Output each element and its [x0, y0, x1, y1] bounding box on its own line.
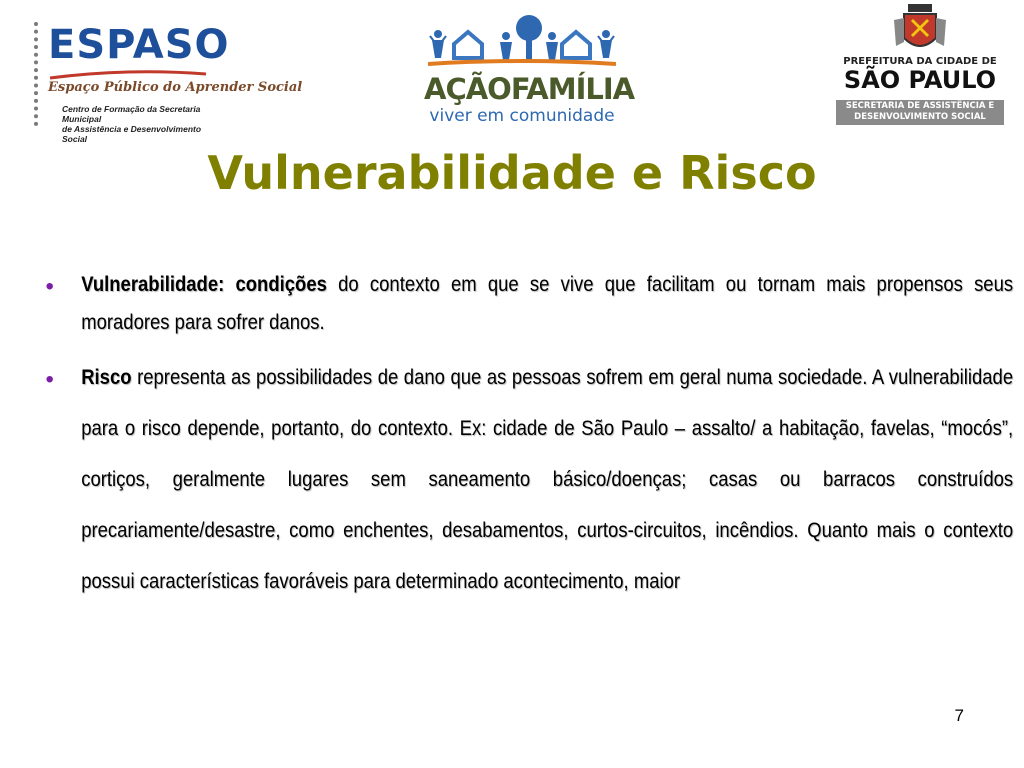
logo-divider [34, 22, 42, 126]
prefeitura-sp-logo [832, 2, 1008, 126]
espaso-logo [34, 18, 303, 144]
bullet-risco [46, 352, 1013, 607]
sao-paulo-label: SÃO PAULO [843, 66, 997, 94]
family-houses-icon [428, 14, 616, 74]
bullet-text: representa as possibilidades de dano que as pessoas sofrem em geral numa sociedade. A vulnerabilidade para o risco depende, portanto, do contexto. Ex: cidade de São Paulo – assalto/ a habitação, favelas, “mocós”, cortiços, geralmente lugares sem saneamento básico/doenças; casas ou barracos construídos precariamente/desastre, como enchentes, desabamentos, curtos-circuitos, incêndios. Quanto mais o contexto possui características favoráveis para determinado acontecimento, maior [81, 366, 1014, 593]
espaso-subtitle-line1: Centro de Formação da Secretaria Municipal [62, 104, 201, 124]
bullet-term: Risco [81, 366, 132, 389]
espaso-subtitle [62, 104, 214, 144]
bullet-dot-icon: • [45, 273, 54, 300]
espaso-wordmark: ESPASO [48, 22, 230, 68]
acao-familia-tagline: viver em comunidade [429, 106, 615, 126]
espaso-tagline: Espaço Público do Aprender Social [48, 80, 303, 95]
secretaria-box [836, 100, 1004, 125]
bullet-text: do contexto em que se vive que facilitam ou tornam mais propensos seus moradores para sofrer danos. [81, 273, 1014, 334]
city-crest-icon [890, 2, 950, 56]
bullet-term: Vulnerabilidade: condições [81, 273, 327, 296]
prefeitura-label: PREFEITURA DA CIDADE DE [843, 56, 997, 67]
acao-familia-wordmark: AÇÃOFAMÍLIA [424, 72, 635, 106]
espaso-subtitle-line2: de Assistência e Desenvolvimento Social [62, 124, 202, 144]
slide-title: Vulnerabilidade e Risco [207, 146, 817, 200]
secretaria-line1: SECRETARIA DE ASSISTÊNCIA E [845, 101, 995, 111]
acao-familia-logo [424, 14, 635, 126]
bullet-vulnerabilidade [46, 266, 1013, 342]
bullet-dot-icon: • [45, 366, 54, 393]
slide-content [45, 266, 1014, 607]
secretaria-line2: DESENVOLVIMENTO SOCIAL [854, 112, 986, 122]
espaso-swoosh-icon [48, 70, 208, 80]
page-number: 7 [954, 706, 964, 725]
